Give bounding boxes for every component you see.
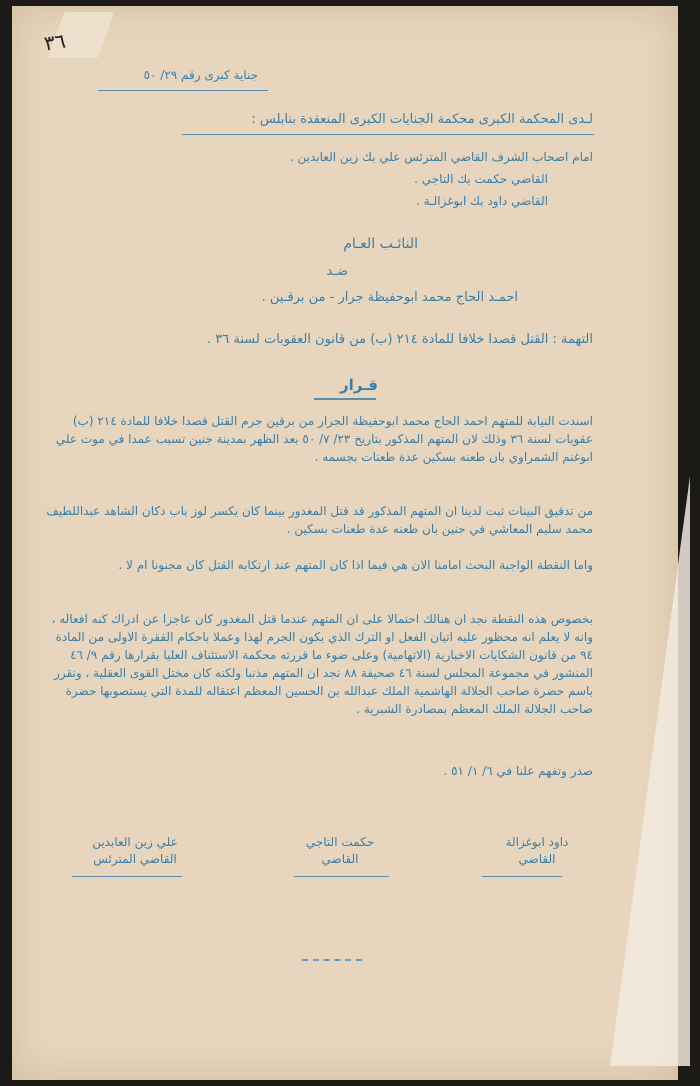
defendant: احمـد الحاج محمد ابوحفيظة جرار - من برقـين . <box>261 290 518 305</box>
signature-line-1 <box>72 876 182 877</box>
page-number: ٣٦ <box>42 28 68 56</box>
signature-judge-3 <box>472 834 602 868</box>
signature-title: القاضي <box>321 852 359 866</box>
judge-line-2: القاضي حكمت بك التاجي . <box>414 172 548 186</box>
signature-judge-2 <box>280 834 400 868</box>
court-header: لـدى المحكمة الكبرى محكمة الجنايات الكبرى المنعقدة بنابلس : <box>251 112 593 127</box>
paragraph-4: بخصوص هذه النقطة نجد ان هنالك احتمالا على ان المتهم عندما قتل المغدور كان عاجزا عن ادراك كنه افعاله ، وانه لا يعلم انه محظور عليه اتيان الفعل او الترك الذي يكون الجرم لهذا وعملا باحكام الفقرة الاولى من المادة ٩٤ من قانون الشكايات الاخبارية (الاتهامية) وعلى ضوء ما قررته محكمة الاستئناف العليا بقرارها رقم ٩/ ٤٦ المنشور في مجموعة المجلس لسنة ٤٦ صحيفة ٨٨ نجد ان المتهم مذنبا ولكنه كان مختل القوى العقلية ، ونقرر باسم حضرة صاحب الجلالة الهاشمية الملك عبدالله بن الحسين المعظم اعتقاله للمدة التي يستصوبها حضرة صاحب الجلالة الملك المعظم بمصادرة الشبرية . <box>51 612 593 716</box>
signature-title: القاضي <box>518 852 556 866</box>
signature-name: حكمت التاجي <box>305 835 375 849</box>
signature-presiding-judge <box>70 834 200 868</box>
versus: ضـد <box>326 264 348 279</box>
judge-line-1: امام اصحاب الشرف القاضي المترئس علي بك زين العابدين . <box>289 150 593 164</box>
signature-name: علي زين العابدين <box>92 835 178 849</box>
paragraph-2: من تدقيق البينات ثبت لدينا ان المتهم المذكور قد قتل المغدور بينما كان يكسر لوز باب دكان الشاهد عبداللطيف محمد سليم المعاشي في جنين بان طعنه عدة طعنات بسكين . <box>46 504 593 536</box>
paper-fold <box>610 476 690 1066</box>
issue-date: صدر وتفهم علنا في ٦/ ١/ ٥١ . <box>443 764 593 778</box>
title-underline <box>314 398 376 400</box>
plaintiff: النائـب العـام <box>343 236 418 252</box>
signature-title: القاضي المترئس <box>93 852 177 866</box>
case-number: جناية كبرى رقم ٢٩/ ٥٠ <box>143 68 258 82</box>
signature-line-3 <box>482 876 562 877</box>
header-underline <box>182 134 594 135</box>
charge: التهمة : القتل قصدا خلافا للمادة ٢١٤ (ب) من قانون العقوبات لسنة ٣٦ . <box>207 332 593 347</box>
paragraph-3: واما النقطة الواجبة البحث امامنا الان هي فيما اذا كان المتهم عند ارتكابه القتل كان مجنونا ام لا . <box>118 558 593 572</box>
closing-dashes <box>302 959 362 961</box>
signature-name: داود ابوغزالة <box>505 835 569 849</box>
judge-line-3: القاضي داود بك ابوغزالـة . <box>416 194 548 208</box>
paragraph-1: اسندت النيابة للمتهم احمد الحاج محمد ابوحفيظة الجرار من برقين جرم القتل قصدا خلافا للمادة ٢١٤ (ب) عقوبات لسنة ٣٦ وذلك لان المتهم المذكور بتاريخ ٢٣/ ٧/ ٥٠ بعد الظهر بمدينة جنين تسبب عمدا في موت علي ابوغنم الشمراوي بان طعنه بسكين عدة طعنات بجسمه . <box>55 414 593 464</box>
document-page <box>12 6 678 1080</box>
case-underline <box>98 90 268 91</box>
signature-line-2 <box>294 876 389 877</box>
decision-title: قـرار <box>339 376 378 394</box>
